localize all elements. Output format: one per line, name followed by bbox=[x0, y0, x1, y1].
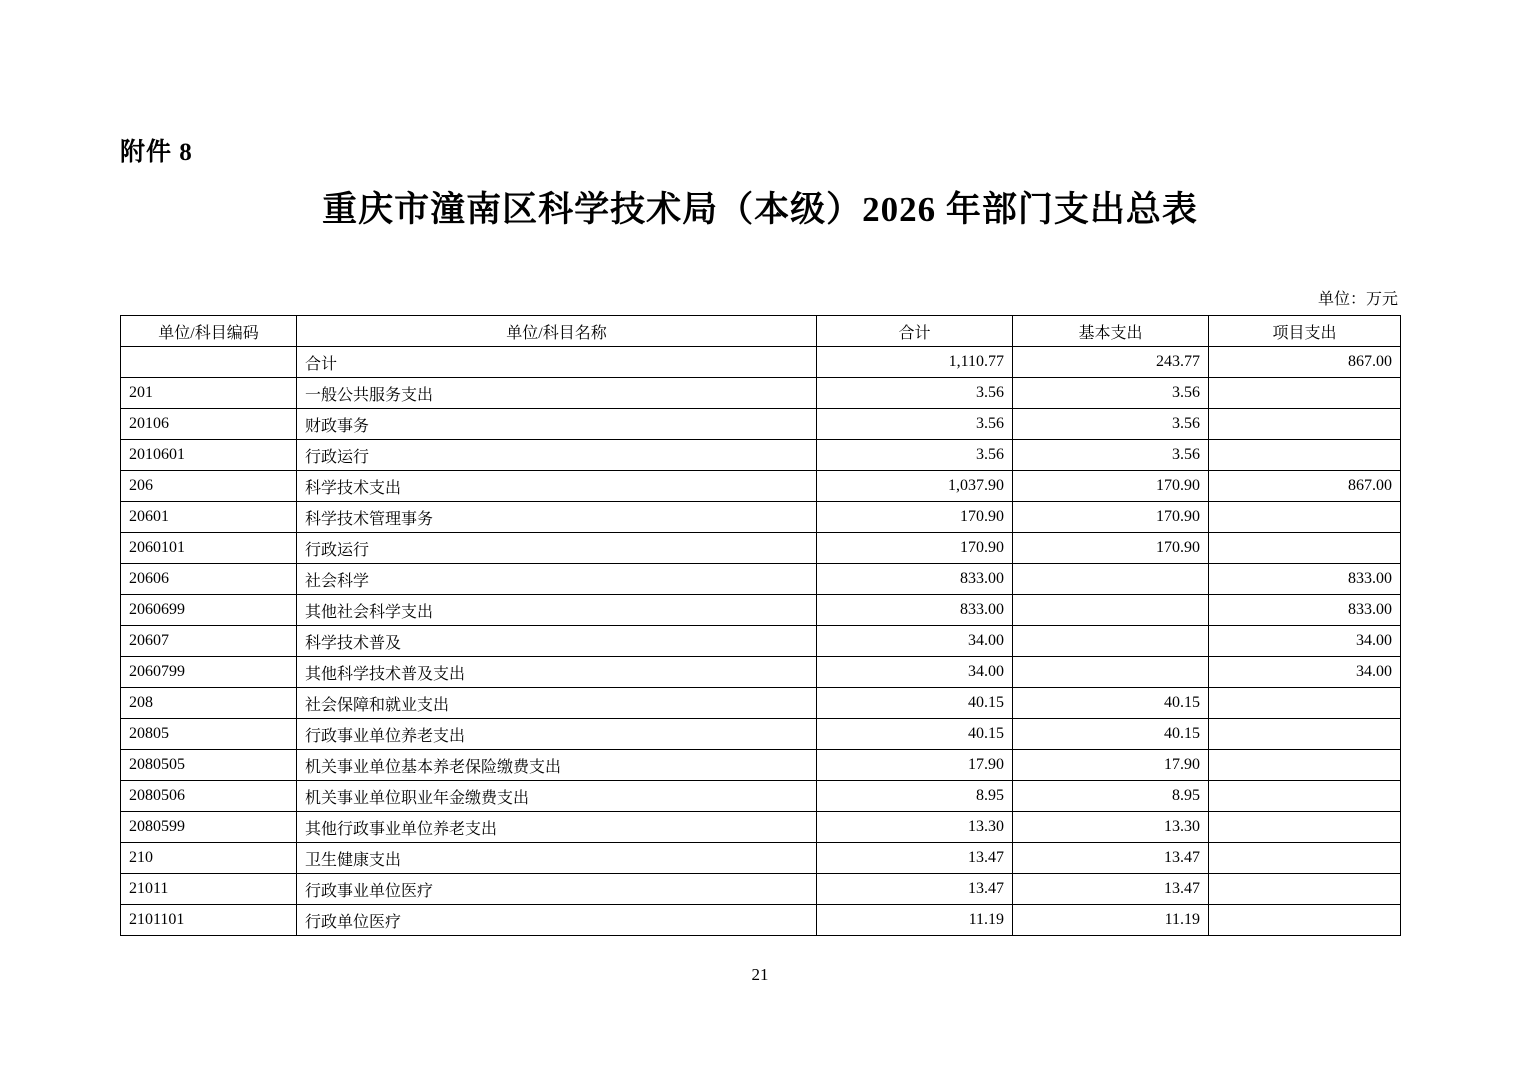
cell-code: 2060101 bbox=[121, 533, 297, 564]
table-row bbox=[121, 750, 1401, 781]
cell-code: 201 bbox=[121, 378, 297, 409]
cell-basic: 40.15 bbox=[1013, 688, 1209, 719]
cell-code: 2080506 bbox=[121, 781, 297, 812]
cell-total: 170.90 bbox=[817, 502, 1013, 533]
cell-name: 其他社会科学支出 bbox=[297, 595, 817, 626]
cell-code: 208 bbox=[121, 688, 297, 719]
cell-code: 210 bbox=[121, 843, 297, 874]
cell-project bbox=[1209, 905, 1401, 936]
cell-name: 行政单位医疗 bbox=[297, 905, 817, 936]
column-header-project: 项目支出 bbox=[1209, 316, 1401, 347]
cell-total: 40.15 bbox=[817, 688, 1013, 719]
table-body bbox=[121, 347, 1401, 936]
table-row bbox=[121, 657, 1401, 688]
column-header-code: 单位/科目编码 bbox=[121, 316, 297, 347]
cell-basic: 3.56 bbox=[1013, 409, 1209, 440]
cell-basic bbox=[1013, 595, 1209, 626]
cell-code: 2060699 bbox=[121, 595, 297, 626]
cell-project: 34.00 bbox=[1209, 657, 1401, 688]
cell-total: 13.47 bbox=[817, 843, 1013, 874]
cell-basic: 13.47 bbox=[1013, 874, 1209, 905]
cell-project: 833.00 bbox=[1209, 564, 1401, 595]
cell-basic: 11.19 bbox=[1013, 905, 1209, 936]
table-row bbox=[121, 905, 1401, 936]
table-row bbox=[121, 564, 1401, 595]
cell-total: 13.30 bbox=[817, 812, 1013, 843]
cell-total: 8.95 bbox=[817, 781, 1013, 812]
cell-name: 机关事业单位职业年金缴费支出 bbox=[297, 781, 817, 812]
cell-code: 2080599 bbox=[121, 812, 297, 843]
cell-total: 3.56 bbox=[817, 378, 1013, 409]
cell-total: 40.15 bbox=[817, 719, 1013, 750]
cell-basic: 170.90 bbox=[1013, 502, 1209, 533]
cell-name: 社会科学 bbox=[297, 564, 817, 595]
cell-code: 20607 bbox=[121, 626, 297, 657]
cell-basic: 243.77 bbox=[1013, 347, 1209, 378]
table-row bbox=[121, 347, 1401, 378]
cell-total: 3.56 bbox=[817, 409, 1013, 440]
table-row bbox=[121, 626, 1401, 657]
cell-total: 3.56 bbox=[817, 440, 1013, 471]
cell-name: 科学技术普及 bbox=[297, 626, 817, 657]
cell-code: 21011 bbox=[121, 874, 297, 905]
cell-code: 2060799 bbox=[121, 657, 297, 688]
cell-basic: 8.95 bbox=[1013, 781, 1209, 812]
page-title: 重庆市潼南区科学技术局（本级）2026 年部门支出总表 bbox=[322, 190, 1198, 229]
cell-project bbox=[1209, 440, 1401, 471]
cell-name: 行政运行 bbox=[297, 533, 817, 564]
cell-total: 11.19 bbox=[817, 905, 1013, 936]
cell-code: 20606 bbox=[121, 564, 297, 595]
cell-basic: 170.90 bbox=[1013, 533, 1209, 564]
cell-project bbox=[1209, 719, 1401, 750]
cell-basic bbox=[1013, 657, 1209, 688]
cell-name: 行政运行 bbox=[297, 440, 817, 471]
cell-name: 卫生健康支出 bbox=[297, 843, 817, 874]
column-header-total: 合计 bbox=[817, 316, 1013, 347]
column-header-basic: 基本支出 bbox=[1013, 316, 1209, 347]
table-row bbox=[121, 409, 1401, 440]
cell-project bbox=[1209, 812, 1401, 843]
cell-basic: 3.56 bbox=[1013, 440, 1209, 471]
table-row bbox=[121, 440, 1401, 471]
cell-total: 1,110.77 bbox=[817, 347, 1013, 378]
cell-project: 867.00 bbox=[1209, 347, 1401, 378]
cell-code: 2080505 bbox=[121, 750, 297, 781]
table-row bbox=[121, 595, 1401, 626]
cell-project bbox=[1209, 781, 1401, 812]
cell-name: 科学技术支出 bbox=[297, 471, 817, 502]
table-row bbox=[121, 874, 1401, 905]
cell-project bbox=[1209, 533, 1401, 564]
cell-name: 行政事业单位养老支出 bbox=[297, 719, 817, 750]
cell-project: 867.00 bbox=[1209, 471, 1401, 502]
cell-basic bbox=[1013, 564, 1209, 595]
cell-basic: 17.90 bbox=[1013, 750, 1209, 781]
table-row bbox=[121, 502, 1401, 533]
table-row bbox=[121, 781, 1401, 812]
cell-total: 170.90 bbox=[817, 533, 1013, 564]
table-row bbox=[121, 843, 1401, 874]
cell-project bbox=[1209, 502, 1401, 533]
cell-code bbox=[121, 347, 297, 378]
table-row bbox=[121, 471, 1401, 502]
page-number: 21 bbox=[751, 965, 769, 984]
cell-code: 20601 bbox=[121, 502, 297, 533]
table-row bbox=[121, 688, 1401, 719]
table-row bbox=[121, 719, 1401, 750]
cell-name: 科学技术管理事务 bbox=[297, 502, 817, 533]
cell-project bbox=[1209, 378, 1401, 409]
cell-total: 17.90 bbox=[817, 750, 1013, 781]
cell-name: 其他科学技术普及支出 bbox=[297, 657, 817, 688]
unit-note: 单位：万元 bbox=[1317, 291, 1398, 308]
cell-code: 206 bbox=[121, 471, 297, 502]
cell-total: 833.00 bbox=[817, 595, 1013, 626]
cell-basic: 13.30 bbox=[1013, 812, 1209, 843]
cell-name: 其他行政事业单位养老支出 bbox=[297, 812, 817, 843]
table-header-row bbox=[121, 316, 1401, 347]
cell-name: 机关事业单位基本养老保险缴费支出 bbox=[297, 750, 817, 781]
column-header-name: 单位/科目名称 bbox=[297, 316, 817, 347]
cell-basic bbox=[1013, 626, 1209, 657]
cell-name: 一般公共服务支出 bbox=[297, 378, 817, 409]
cell-total: 833.00 bbox=[817, 564, 1013, 595]
cell-project bbox=[1209, 874, 1401, 905]
table-row bbox=[121, 533, 1401, 564]
cell-project: 34.00 bbox=[1209, 626, 1401, 657]
cell-code: 20805 bbox=[121, 719, 297, 750]
cell-code: 2101101 bbox=[121, 905, 297, 936]
cell-name: 行政事业单位医疗 bbox=[297, 874, 817, 905]
cell-name: 财政事务 bbox=[297, 409, 817, 440]
cell-code: 20106 bbox=[121, 409, 297, 440]
table-row bbox=[121, 378, 1401, 409]
table-row bbox=[121, 812, 1401, 843]
cell-total: 34.00 bbox=[817, 657, 1013, 688]
cell-project: 833.00 bbox=[1209, 595, 1401, 626]
cell-total: 13.47 bbox=[817, 874, 1013, 905]
cell-name: 社会保障和就业支出 bbox=[297, 688, 817, 719]
cell-total: 1,037.90 bbox=[817, 471, 1013, 502]
cell-basic: 13.47 bbox=[1013, 843, 1209, 874]
cell-project bbox=[1209, 409, 1401, 440]
cell-basic: 40.15 bbox=[1013, 719, 1209, 750]
cell-basic: 3.56 bbox=[1013, 378, 1209, 409]
cell-name: 合计 bbox=[297, 347, 817, 378]
cell-project bbox=[1209, 750, 1401, 781]
cell-code: 2010601 bbox=[121, 440, 297, 471]
budget-expenditure-table bbox=[120, 315, 1401, 936]
attachment-label: 附件 8 bbox=[120, 139, 193, 166]
cell-total: 34.00 bbox=[817, 626, 1013, 657]
cell-project bbox=[1209, 688, 1401, 719]
cell-basic: 170.90 bbox=[1013, 471, 1209, 502]
cell-project bbox=[1209, 843, 1401, 874]
